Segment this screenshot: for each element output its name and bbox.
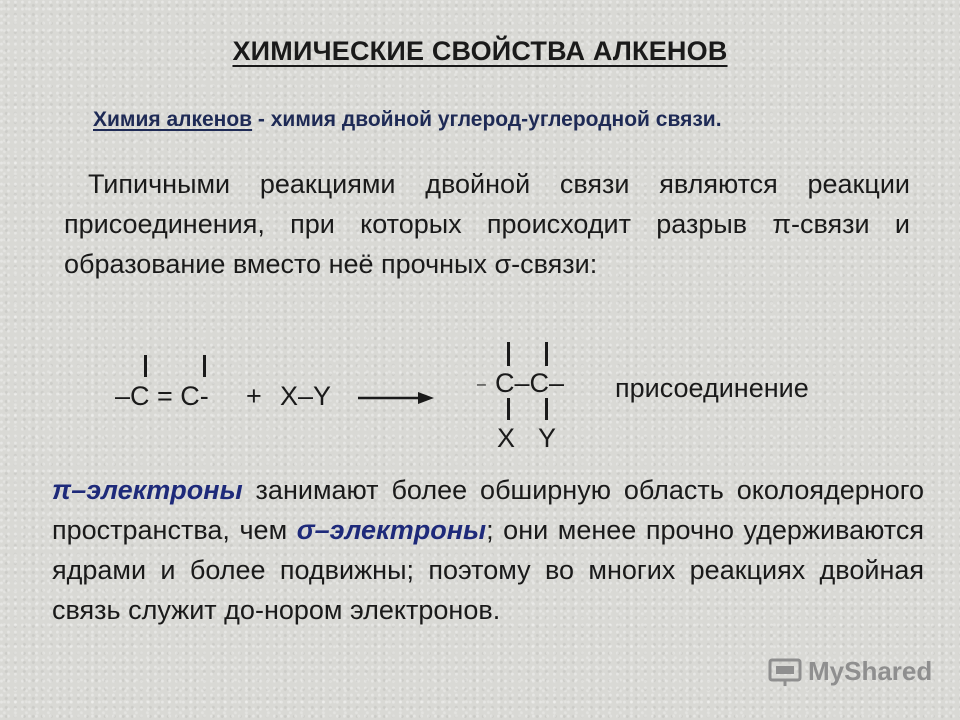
intro-paragraph-text: Типичными реакциями двойной связи являются реакции присоединения, при которых происходит разрыв π-связи и образование вместо неё прочных σ-связи: — [64, 169, 910, 279]
reagent-xy: X–Y — [280, 381, 332, 411]
watermark-text: MyShared — [808, 656, 933, 686]
subtitle — [93, 108, 722, 132]
slide-title — [0, 36, 960, 67]
pi-electrons-term: π–электроны — [52, 475, 243, 505]
electrons-paragraph-part2: ; они менее прочно удерживаются ядрами и более подвижны; поэтому во многих реакциях двойная связь служит до-нором электронов. — [52, 515, 924, 625]
bond-vertical-p1-bottom — [507, 398, 510, 420]
bond-vertical-c1-top — [144, 355, 147, 377]
product-left-dash: – — [477, 376, 486, 393]
reaction-label: присоединение — [615, 373, 809, 403]
subtitle-rest: - химия двойной углерод-углеродной связи. — [252, 108, 722, 131]
bond-vertical-p1-top — [507, 342, 510, 366]
product-y: Y — [538, 423, 557, 453]
reactant-alkene: –C = C- — [115, 381, 209, 411]
product-chain: C–C– — [495, 368, 565, 398]
subtitle-link[interactable]: Химия алкенов — [93, 108, 253, 131]
bond-vertical-p2-bottom — [545, 398, 548, 420]
electrons-paragraph-part1: занимают более обширную область околоядерного пространства, чем — [52, 475, 924, 545]
presentation-board-icon — [768, 657, 802, 687]
reaction-arrow-icon — [358, 391, 434, 405]
watermark — [768, 656, 932, 687]
slide-title-text: ХИМИЧЕСКИЕ СВОЙСТВА АЛКЕНОВ — [232, 36, 728, 66]
sigma-electrons-term: σ–электроны — [296, 515, 487, 545]
intro-paragraph — [64, 164, 910, 284]
bond-vertical-p2-top — [545, 342, 548, 366]
plus-sign: + — [246, 381, 262, 411]
bond-vertical-c2-top — [203, 355, 206, 377]
product-x: X — [497, 423, 516, 453]
electrons-paragraph — [52, 470, 924, 630]
